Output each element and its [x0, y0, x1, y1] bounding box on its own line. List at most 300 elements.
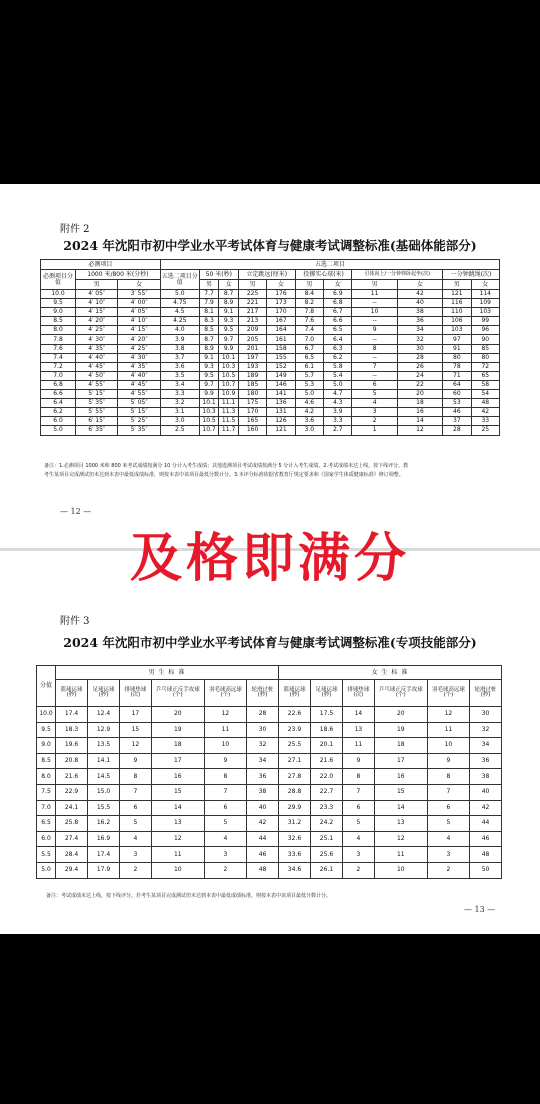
table-cell: 28	[397, 353, 442, 362]
special-skills-table-body	[37, 707, 502, 879]
table-cell: 3.9	[324, 408, 352, 417]
header-male: 男	[295, 280, 323, 290]
table-cell: 131	[267, 408, 295, 417]
table-cell: 15	[151, 784, 204, 800]
table-cell: 12	[427, 707, 469, 723]
table-cell: 80	[443, 353, 471, 362]
table-cell: 18	[397, 399, 442, 408]
column-header: 轮滑过桩(秒)	[247, 680, 279, 707]
table-cell: 8	[204, 769, 246, 785]
table-row	[37, 800, 502, 816]
table-cell: 8	[120, 769, 152, 785]
table-cell: 9.5	[199, 371, 219, 380]
table-cell: 27.1	[278, 753, 310, 769]
column-header: 羽毛球高远球(个)	[427, 680, 469, 707]
table-cell: 176	[267, 290, 295, 299]
table-cell: 19	[374, 722, 427, 738]
table-cell: 28	[247, 707, 279, 723]
table-cell: 164	[267, 326, 295, 335]
table-cell: 10.3	[199, 408, 219, 417]
table-cell: 6	[427, 800, 469, 816]
table-cell: 40	[470, 784, 502, 800]
header-male: 男	[199, 280, 219, 290]
table-cell: 20.1	[310, 738, 342, 754]
table-cell: 9.5	[41, 299, 76, 308]
header-female: 女	[397, 280, 442, 290]
table-cell: 170	[238, 408, 266, 417]
table-row	[41, 390, 500, 399]
table-cell: 60	[443, 390, 471, 399]
table-cell: 12	[397, 426, 442, 435]
table-cell: 6	[352, 380, 397, 389]
table-cell: 3′ 55″	[118, 290, 160, 299]
table-cell: 136	[267, 399, 295, 408]
table-cell: 10	[427, 738, 469, 754]
table-cell: 11.3	[219, 408, 239, 417]
column-header: 足球运球(秒)	[310, 680, 342, 707]
table-cell: 2	[204, 862, 246, 878]
table-cell: 5′ 15″	[118, 408, 160, 417]
table-cell: 96	[471, 326, 499, 335]
table-row	[41, 362, 500, 371]
table-cell: 9.7	[219, 335, 239, 344]
table-cell: 9.7	[199, 380, 219, 389]
table-row	[37, 707, 502, 723]
table-cell: 23.3	[310, 800, 342, 816]
table-cell: 26.1	[310, 862, 342, 878]
overlay-caption: 及格即满分	[129, 529, 410, 589]
table-cell: 106	[443, 317, 471, 326]
page-title: 2024 年沈阳市初中学业水平考试体育与健康考试调整标准(专项技能部分)	[63, 635, 477, 650]
table-cell: 103	[471, 308, 499, 317]
table-cell: 110	[443, 308, 471, 317]
table-cell: 11	[151, 847, 204, 863]
table-cell: 8.1	[199, 308, 219, 317]
table-cell: 32	[470, 722, 502, 738]
table-cell: 4′ 45″	[76, 362, 118, 371]
table-row	[41, 335, 500, 344]
table-cell: 10.7	[219, 380, 239, 389]
table-cell: 23.9	[278, 722, 310, 738]
table-row	[37, 816, 502, 832]
table-cell: 6	[204, 800, 246, 816]
table-cell: 4′ 05″	[118, 308, 160, 317]
notes-page12	[44, 462, 504, 480]
table-cell: 3	[427, 847, 469, 863]
table-cell: 22.6	[278, 707, 310, 723]
table-cell: 160	[238, 426, 266, 435]
table-cell: 5′ 25″	[118, 417, 160, 426]
table-cell: 17.4	[56, 707, 88, 723]
table-cell: 126	[267, 417, 295, 426]
table-cell: 152	[267, 362, 295, 371]
table-cell: 10	[204, 738, 246, 754]
column-header: 篮球运球(秒)	[56, 680, 88, 707]
table-cell: 9.1	[199, 353, 219, 362]
table-row	[37, 769, 502, 785]
table-cell: 4′ 05″	[76, 290, 118, 299]
header-50m: 50 米(秒)	[199, 270, 238, 280]
table-cell: 5.0	[295, 390, 323, 399]
table-cell: 5′ 35″	[118, 426, 160, 435]
table-cell: 22.7	[310, 784, 342, 800]
table-cell: 3.0	[160, 417, 199, 426]
table-cell: 11	[342, 738, 374, 754]
table-cell: 42	[471, 408, 499, 417]
table-cell: 32	[247, 738, 279, 754]
table-cell: 6.6	[324, 317, 352, 326]
table-cell: 12	[151, 831, 204, 847]
table-cell: 3.5	[160, 371, 199, 380]
table-cell: 4′ 20″	[118, 335, 160, 344]
table-cell: 9	[427, 753, 469, 769]
table-cell: 9.3	[199, 362, 219, 371]
table-cell: 7.6	[295, 317, 323, 326]
table-cell: 44	[470, 816, 502, 832]
table-cell: 4′ 10″	[76, 299, 118, 308]
table-cell: 4.75	[160, 299, 199, 308]
table-cell: 3.6	[160, 362, 199, 371]
table-cell: 36	[397, 317, 442, 326]
table-cell: 4′ 35″	[76, 344, 118, 353]
table-cell: 205	[238, 335, 266, 344]
table-cell: 3	[342, 847, 374, 863]
table-cell: 8.3	[199, 317, 219, 326]
table-row	[41, 353, 500, 362]
table-cell: 6.5	[37, 816, 56, 832]
table-cell: 4′ 25″	[118, 344, 160, 353]
header-male-standard: 男 生 标 准	[56, 666, 279, 680]
table-cell: 38	[247, 784, 279, 800]
table-cell: 42	[470, 800, 502, 816]
table-cell: 4	[342, 831, 374, 847]
table-cell: 4′ 15″	[118, 326, 160, 335]
table-cell: 3.2	[160, 399, 199, 408]
table-cell: 33	[471, 417, 499, 426]
table-cell: 34	[247, 753, 279, 769]
table-cell: 29.4	[56, 862, 88, 878]
table-cell: 4′ 40″	[118, 371, 160, 380]
table-cell: 19	[151, 722, 204, 738]
table-cell: 5′ 05″	[118, 399, 160, 408]
table-cell: 109	[471, 299, 499, 308]
table-cell: 27.4	[56, 831, 88, 847]
table-cell: 28.8	[278, 784, 310, 800]
table-cell: 8.7	[219, 290, 239, 299]
table-cell: 11	[352, 290, 397, 299]
table-cell: 40	[247, 800, 279, 816]
table-cell: 26	[397, 362, 442, 371]
table-cell: 3.0	[295, 426, 323, 435]
table-cell: 197	[238, 353, 266, 362]
table-cell: 7.4	[41, 353, 76, 362]
table-cell: 4′ 55″	[118, 390, 160, 399]
table-cell: 5	[204, 816, 246, 832]
table-cell: 17	[374, 753, 427, 769]
table-cell: 6.4	[324, 335, 352, 344]
header-male: 男	[76, 280, 118, 290]
table-cell: 5.0	[41, 426, 76, 435]
table-cell: 7.7	[199, 290, 219, 299]
table-cell: 5.0	[37, 862, 56, 878]
table-cell: 4′ 30″	[76, 335, 118, 344]
table-cell: 16	[397, 408, 442, 417]
table-cell: 4′ 35″	[118, 362, 160, 371]
table-cell: 149	[267, 371, 295, 380]
table-cell: 6.8	[41, 380, 76, 389]
table-cell: 17.5	[310, 707, 342, 723]
table-cell: 167	[267, 317, 295, 326]
table-cell: 3.3	[324, 417, 352, 426]
column-header: 羽毛球高远球(个)	[204, 680, 246, 707]
table-cell: 33.6	[278, 847, 310, 863]
table-cell: 21.6	[310, 753, 342, 769]
table-cell: 103	[443, 326, 471, 335]
table-cell: 4.0	[160, 326, 199, 335]
table-row	[37, 738, 502, 754]
table-cell: 7	[352, 362, 397, 371]
table-cell: 44	[247, 831, 279, 847]
table-cell: 78	[443, 362, 471, 371]
table-row	[41, 299, 500, 308]
table-cell: 170	[267, 308, 295, 317]
table-cell: 4.5	[160, 308, 199, 317]
table-cell: 25.1	[310, 831, 342, 847]
table-cell: 8.0	[41, 326, 76, 335]
column-header: 篮球运球(秒)	[278, 680, 310, 707]
table-row	[41, 417, 500, 426]
table-cell: 17.9	[88, 862, 120, 878]
table-cell: 5′ 15″	[76, 390, 118, 399]
table-cell: 9.0	[41, 308, 76, 317]
table-cell: 10.1	[219, 353, 239, 362]
table-cell: 7.2	[41, 362, 76, 371]
table-cell: 16	[151, 769, 204, 785]
table-cell: 11.5	[219, 417, 239, 426]
table-cell: 10.9	[219, 390, 239, 399]
table-cell: 4′ 55″	[76, 380, 118, 389]
attachment-label: 附件 2	[60, 224, 90, 235]
table-cell: 50	[470, 862, 502, 878]
table-cell: 27.8	[278, 769, 310, 785]
table-cell: 8.9	[219, 299, 239, 308]
table-cell: 25	[471, 426, 499, 435]
table-row	[37, 831, 502, 847]
table-cell: 16	[374, 769, 427, 785]
header-female: 女	[471, 280, 499, 290]
table-cell: 7.0	[37, 800, 56, 816]
table-cell: 165	[238, 417, 266, 426]
table-cell: 28	[443, 426, 471, 435]
table-cell: 4.6	[295, 399, 323, 408]
table-cell: 6	[342, 800, 374, 816]
table-cell: 48	[247, 862, 279, 878]
table-cell: 3	[204, 847, 246, 863]
table-cell: 48	[471, 399, 499, 408]
table-row	[37, 753, 502, 769]
table-row	[37, 847, 502, 863]
table-cell: 16.2	[88, 816, 120, 832]
table-cell: 22	[397, 380, 442, 389]
table-cell: 4′ 45″	[118, 380, 160, 389]
header-required: 必测项目	[41, 260, 161, 270]
table-cell: 90	[471, 335, 499, 344]
table-cell: 7.8	[295, 308, 323, 317]
table-cell: 24.2	[310, 816, 342, 832]
table-cell: 6.1	[295, 362, 323, 371]
table-cell: 6.9	[324, 290, 352, 299]
notes-page13	[46, 892, 506, 901]
table-cell: 34	[397, 326, 442, 335]
table-cell: 6.2	[324, 353, 352, 362]
table-row	[41, 371, 500, 380]
table-cell: 38	[397, 308, 442, 317]
table-cell: 6.4	[41, 399, 76, 408]
table-cell: 8.0	[37, 769, 56, 785]
table-cell: 36	[247, 769, 279, 785]
table-cell: 53	[443, 399, 471, 408]
table-cell: 10.1	[199, 399, 219, 408]
basic-fitness-table	[40, 259, 500, 436]
table-cell: 4′ 10″	[118, 317, 160, 326]
table-cell: 12	[374, 831, 427, 847]
table-cell: 14	[374, 800, 427, 816]
table-cell: 17	[151, 753, 204, 769]
table-cell: 10.5	[219, 371, 239, 380]
table-cell: 8	[352, 344, 397, 353]
table-cell: 24	[397, 371, 442, 380]
table-cell: 5.7	[295, 371, 323, 380]
table-row	[41, 308, 500, 317]
table-cell: 34.6	[278, 862, 310, 878]
header-female: 女	[118, 280, 160, 290]
table-cell: 71	[443, 371, 471, 380]
table-cell: 3.4	[160, 380, 199, 389]
column-header: 乒乓球正反手攻球(个)	[374, 680, 427, 707]
table-cell: 4′ 50″	[76, 371, 118, 380]
table-cell: 158	[267, 344, 295, 353]
table-cell: 15.0	[88, 784, 120, 800]
table-cell: 17	[120, 707, 152, 723]
table-cell: 38	[470, 769, 502, 785]
document-page-13	[0, 553, 540, 934]
table-cell: 15	[374, 784, 427, 800]
table-cell: 12	[204, 707, 246, 723]
table-cell: 4	[204, 831, 246, 847]
table-cell: 46	[470, 831, 502, 847]
table-cell: 14.5	[88, 769, 120, 785]
table-cell: 22.9	[56, 784, 88, 800]
table-cell: 5.8	[324, 362, 352, 371]
table-cell: 2	[342, 862, 374, 878]
table-cell: 20.8	[56, 753, 88, 769]
table-cell: 185	[238, 380, 266, 389]
table-cell: 5.5	[37, 847, 56, 863]
header-female: 女	[267, 280, 295, 290]
table-cell: 7.8	[41, 335, 76, 344]
table-cell: 6.0	[41, 417, 76, 426]
table-cell: 3.3	[160, 390, 199, 399]
table-cell: 5	[427, 816, 469, 832]
table-cell: 32.6	[278, 831, 310, 847]
table-cell: 25.8	[56, 816, 88, 832]
table-cell: 8.7	[199, 335, 219, 344]
table-cell: 32	[397, 335, 442, 344]
table-cell: 58	[471, 380, 499, 389]
table-cell: 14	[342, 707, 374, 723]
table-cell: 20	[397, 390, 442, 399]
table-cell: 21.6	[56, 769, 88, 785]
table-cell: 13	[374, 816, 427, 832]
table-row	[41, 290, 500, 299]
table-cell: 6.5	[324, 326, 352, 335]
header-jump: 立定跳远(厘米)	[238, 270, 295, 280]
table-cell: --	[352, 317, 397, 326]
table-cell: 6.6	[41, 390, 76, 399]
table-cell: 114	[471, 290, 499, 299]
table-row	[37, 722, 502, 738]
table-cell: 9.5	[219, 326, 239, 335]
table-cell: 2	[427, 862, 469, 878]
table-cell: 5′ 35″	[76, 399, 118, 408]
table-cell: 29.9	[278, 800, 310, 816]
table-cell: 18	[151, 738, 204, 754]
table-row	[37, 862, 502, 878]
table-cell: 6.2	[41, 408, 76, 417]
table-cell: 10	[151, 862, 204, 878]
table-cell: 48	[470, 847, 502, 863]
table-cell: 6′ 35″	[76, 426, 118, 435]
column-header: 乒乓球正反手攻球(个)	[151, 680, 204, 707]
table-cell: 155	[267, 353, 295, 362]
table-cell: 221	[238, 299, 266, 308]
table-cell: 3.6	[295, 417, 323, 426]
header-req-score: 必测项目分值	[41, 270, 76, 290]
table-cell: --	[352, 335, 397, 344]
header-ball: 投掷实心球(米)	[295, 270, 352, 280]
table-cell: 217	[238, 308, 266, 317]
page-title: 2024 年沈阳市初中学业水平考试体育与健康考试调整标准(基础体能部分)	[63, 238, 477, 253]
table-cell: 7	[204, 784, 246, 800]
table-cell: 13	[342, 722, 374, 738]
table-cell: --	[352, 371, 397, 380]
table-cell: 8.2	[295, 299, 323, 308]
table-cell: 7.0	[295, 335, 323, 344]
table-cell: 18.3	[56, 722, 88, 738]
table-cell: 9.5	[37, 722, 56, 738]
table-cell: 14	[151, 800, 204, 816]
table-cell: 8.9	[199, 344, 219, 353]
table-cell: 11.7	[219, 426, 239, 435]
table-cell: 7.5	[37, 784, 56, 800]
table-cell: 6.7	[324, 308, 352, 317]
header-male: 男	[238, 280, 266, 290]
table-cell: 85	[471, 344, 499, 353]
table-cell: 30	[397, 344, 442, 353]
basic-fitness-table-body	[41, 290, 500, 436]
table-cell: 25.6	[310, 847, 342, 863]
table-cell: 10.7	[199, 426, 219, 435]
table-cell: 3.8	[160, 344, 199, 353]
table-cell: 4.2	[295, 408, 323, 417]
table-row	[37, 784, 502, 800]
table-cell: 15.5	[88, 800, 120, 816]
table-cell: 4	[120, 831, 152, 847]
header-male: 男	[352, 280, 397, 290]
header-female-standard: 女 生 标 准	[278, 666, 501, 680]
table-cell: 54	[471, 390, 499, 399]
table-cell: 17.4	[88, 847, 120, 863]
